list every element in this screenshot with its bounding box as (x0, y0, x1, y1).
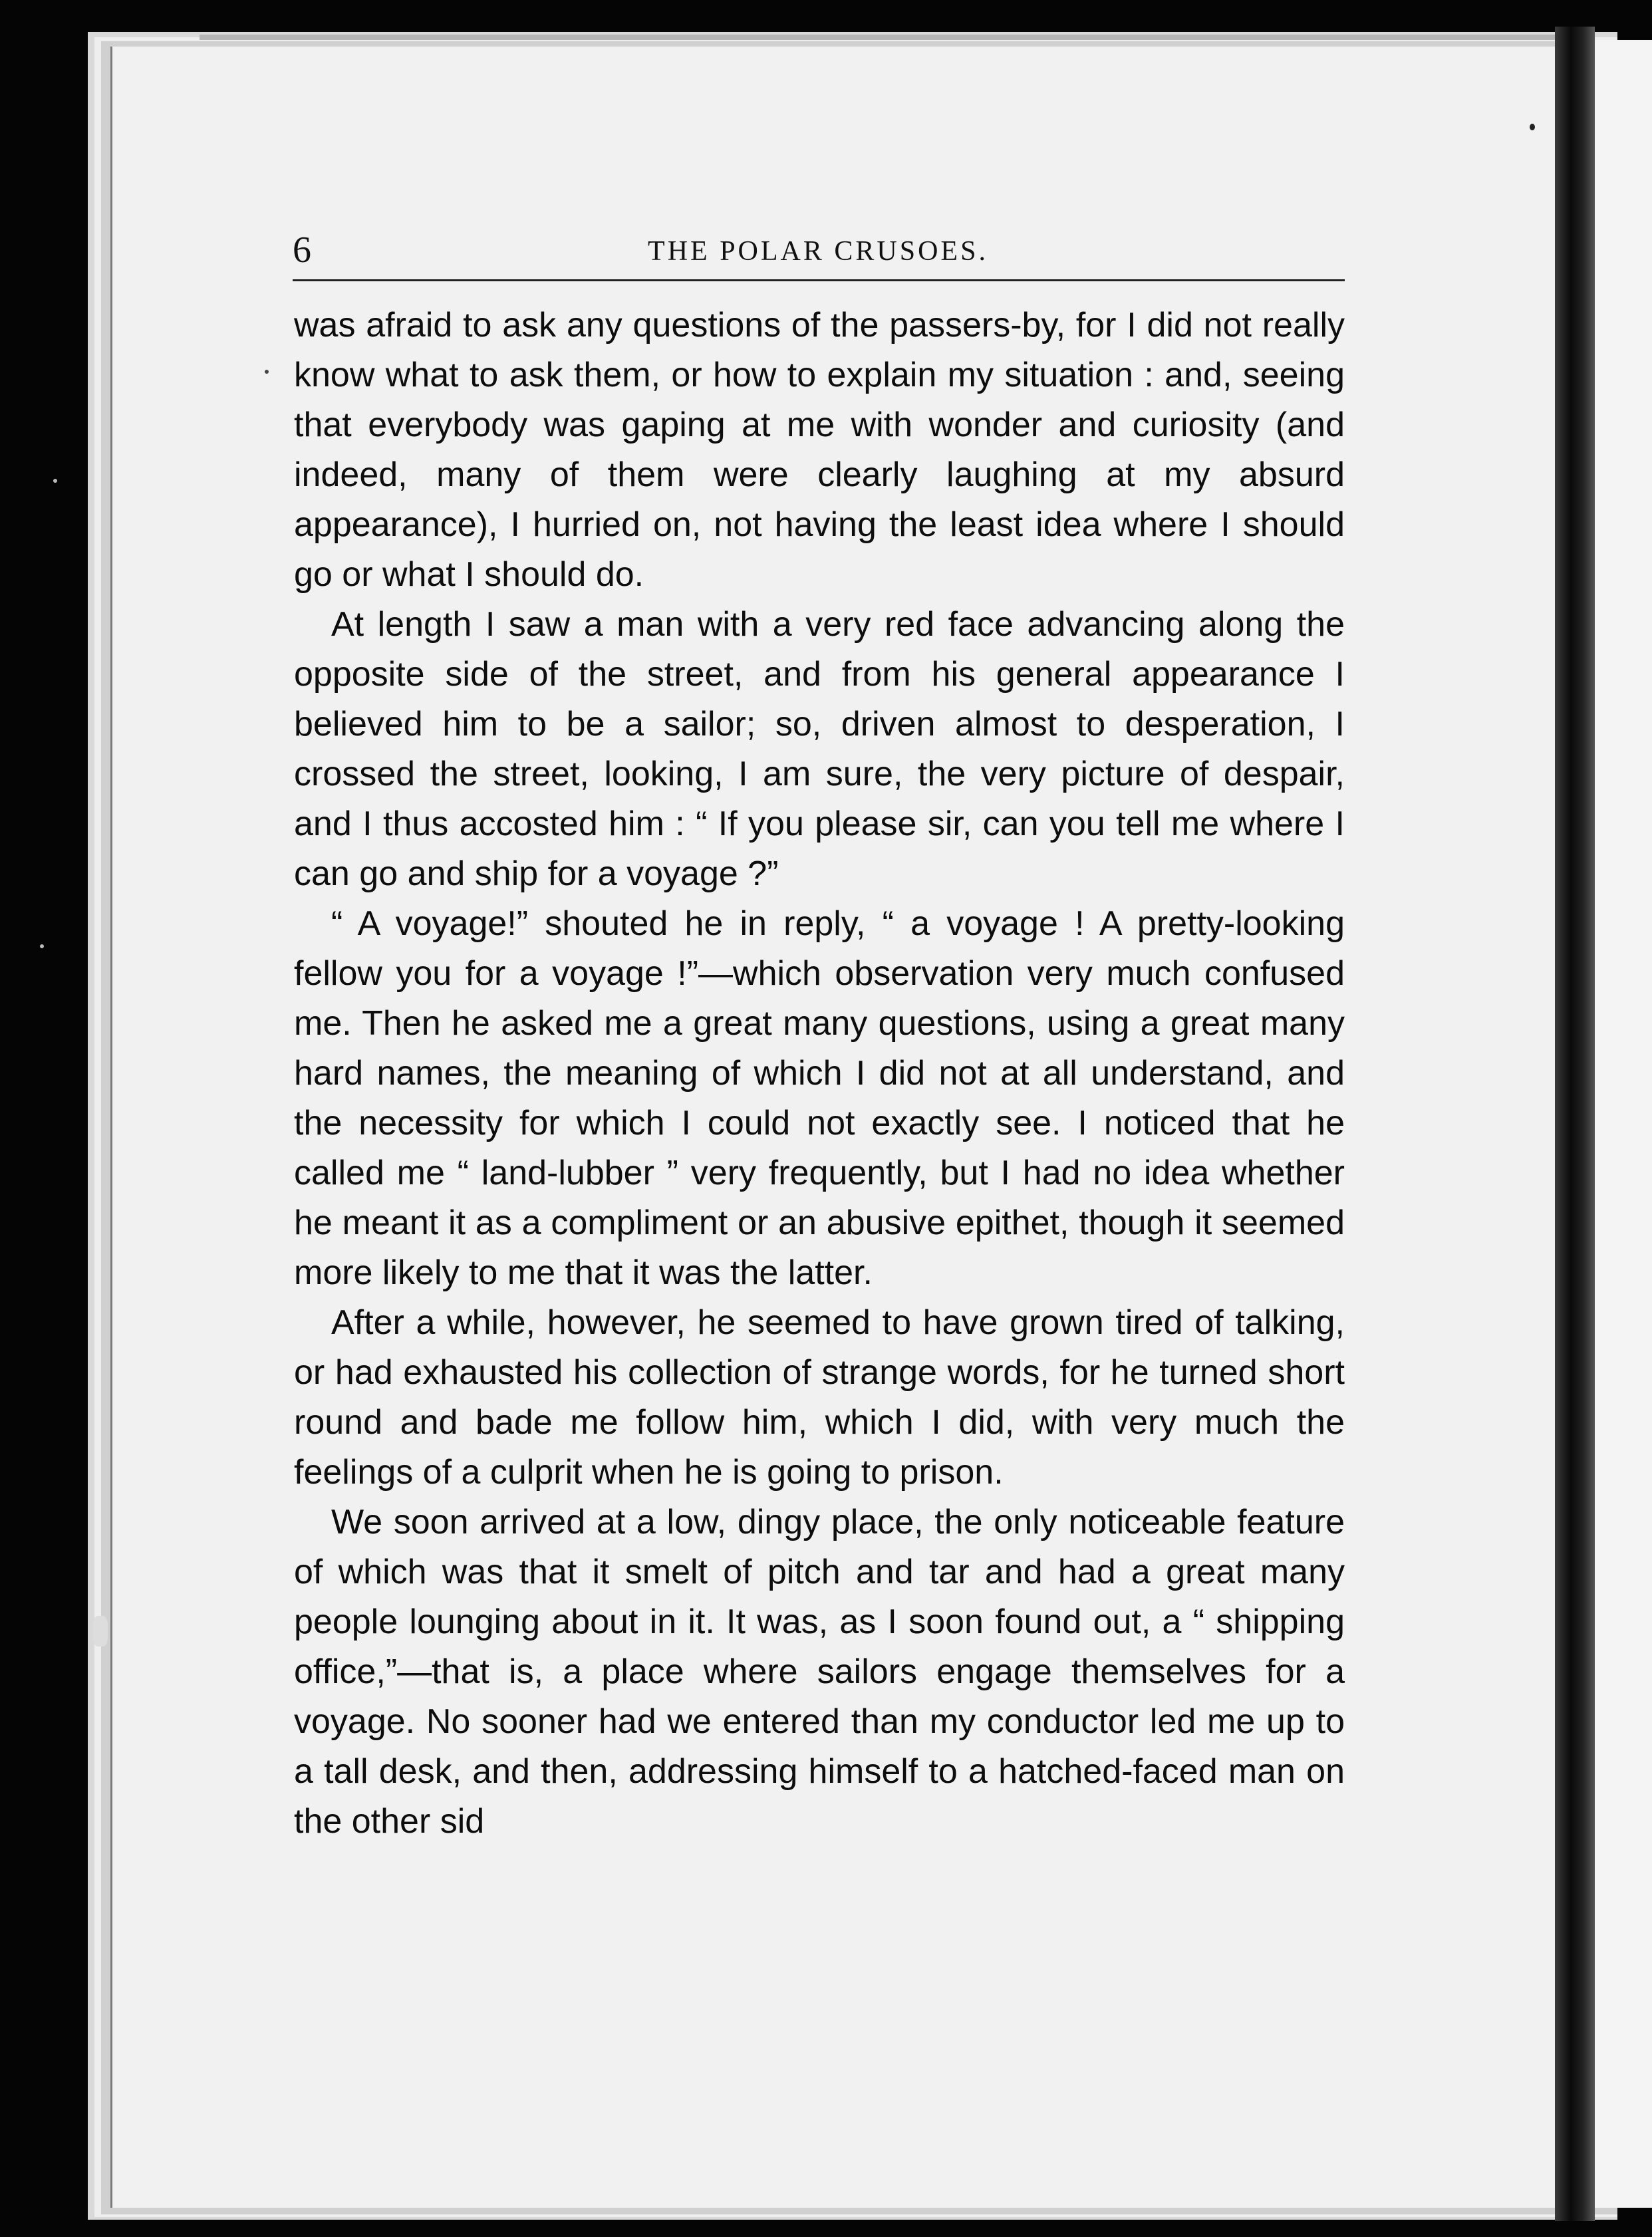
paragraph: We soon arrived at a low, dingy place, the only noticeable feature of which was that it smelt of pitch and tar and had a great many people lounging about in it. It was, as I soon found out, a “ shipping office,”—that is, a place where sailors engage themselves for a voyage. No sooner had we entered than my conductor led me up to a tall desk, and then, addressing himself to a hatched-faced man on the other sid (294, 1503, 1345, 1841)
paragraph: was afraid to ask any questions of the passers-by, for I did not really know what to ask them, or how to explain my situation : and, seeing that everybody was gaping at me with wonder and curiosity (and indeed, many of them were clearly laughing at my absurd appearance), I hurried on, not having the least idea where I should go or what I should do. (294, 306, 1345, 594)
facing-page-edge (1595, 40, 1652, 2208)
dust-speck (1530, 124, 1535, 130)
header-rule (293, 279, 1345, 281)
page-top-edge (200, 35, 1556, 40)
dust-speck (40, 944, 44, 948)
dust-speck (53, 479, 57, 483)
paragraph: After a while, however, he seemed to have grown tired of talking, or had exhausted his collection of strange words, for he turned short round and bade me follow him, which I did, with very much the feelings of a culprit when he is going to prison. (294, 1303, 1345, 1492)
dust-speck (265, 370, 269, 374)
paragraph: At length I saw a man with a very red face advancing along the opposite side of the street, and from his general appearance I believed him to be a sailor; so, driven almost to desperation, I crossed the street, looking, I am sure, the very picture of despair, and I thus accosted him : “ If you please sir, can you tell me where I can go and ship for a voyage ?” (294, 605, 1345, 893)
book-gutter (1555, 27, 1595, 2221)
paragraph: “ A voyage!” shouted he in reply, “ a voyage ! A pretty-looking fellow you for a voyage !”—which observation very much confused me. Then he asked me a great many questions, using a great many hard names, the meaning of which I did not at all understand, and the necessity for which I could not exactly see. I noticed that he called me “ land-lubber ” very frequently, but I had no idea whether he meant it as a compliment or an abusive epithet, though it seemed more likely to me that it was the latter. (294, 904, 1345, 1292)
book-title-header: THE POLAR CRUSOES. (648, 236, 988, 267)
page-number: 6 (293, 229, 311, 271)
dust-speck (93, 1616, 108, 1646)
running-head (293, 229, 1343, 282)
body-text (294, 301, 1345, 1847)
